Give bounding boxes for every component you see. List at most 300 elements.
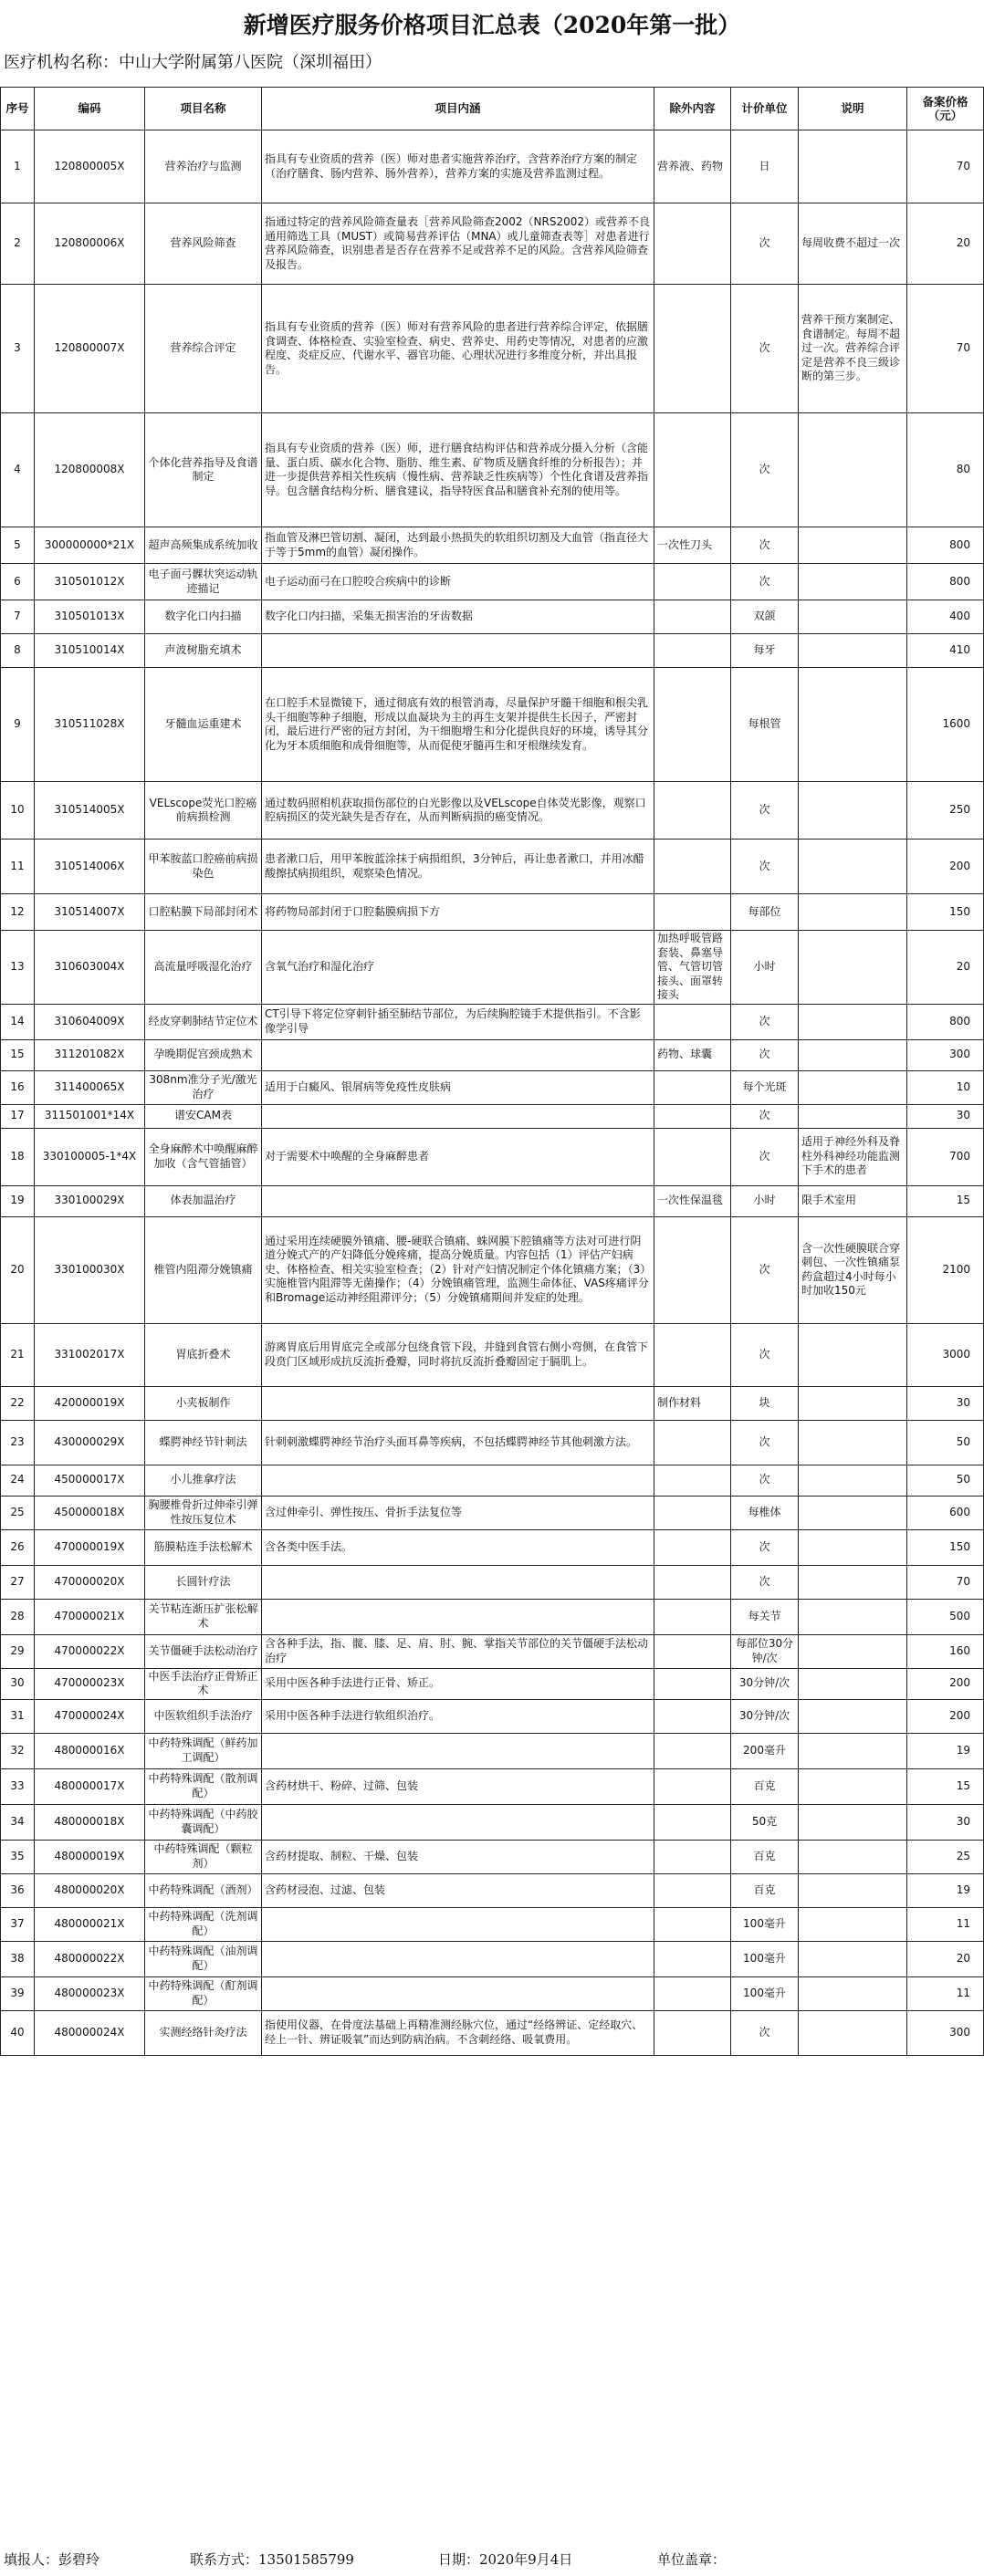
document-title: 新增医疗服务价格项目汇总表（2020年第一批） <box>243 12 741 38</box>
cell-no: 16 <box>1 1070 35 1104</box>
cell-code: 480000020X <box>35 1873 145 1907</box>
cell-exclusions <box>654 1733 731 1768</box>
cell-name: 实测经络针灸疗法 <box>145 2010 262 2055</box>
cell-note <box>799 894 907 931</box>
cell-exclusions <box>654 203 731 285</box>
cell-exclusions <box>654 634 731 668</box>
cell-price: 250 <box>907 782 984 840</box>
table-row <box>1 1976 984 2010</box>
cell-no: 6 <box>1 564 35 600</box>
cell-no: 14 <box>1 1004 35 1039</box>
table-row <box>1 1185 984 1216</box>
cell-exclusions: 一次性保温毯 <box>654 1185 731 1216</box>
table-row <box>1 1699 984 1733</box>
cell-no: 18 <box>1 1128 35 1185</box>
cell-name: 椎管内阻滞分娩镇痛 <box>145 1216 262 1323</box>
cell-name: 谱安CAM表 <box>145 1104 262 1128</box>
cell-exclusions: 药物、球囊 <box>654 1039 731 1070</box>
cell-code: 120800005X <box>35 130 145 203</box>
cell-price: 25 <box>907 1840 984 1873</box>
cell-no: 12 <box>1 894 35 931</box>
cell-content <box>262 1465 654 1496</box>
cell-code: 310510014X <box>35 634 145 668</box>
organization-line <box>4 49 382 73</box>
cell-note <box>799 1004 907 1039</box>
cell-unit: 日 <box>731 130 799 203</box>
cell-note <box>799 1599 907 1634</box>
cell-no: 28 <box>1 1599 35 1634</box>
cell-no: 3 <box>1 285 35 413</box>
cell-price: 20 <box>907 1941 984 1976</box>
cell-code: 310514005X <box>35 782 145 840</box>
cell-unit: 200毫升 <box>731 1733 799 1768</box>
cell-content: 含各类中医手法。 <box>262 1529 654 1565</box>
cell-content: 指通过特定的营养风险筛查量表［营养风险筛查2002（NRS2002）或营养不良通用筛选工具（MUST）或简易营养评估（MNA）或儿童筛查表等］对患者进行营养风险筛查，识别患者是否存在营养不足或营养不足的风险。含营养风险筛查及报告。 <box>262 203 654 285</box>
cell-note <box>799 527 907 564</box>
cell-content <box>262 1599 654 1634</box>
cell-unit: 次 <box>731 782 799 840</box>
cell-exclusions <box>654 1804 731 1840</box>
cell-price: 160 <box>907 1634 984 1668</box>
cell-name: 关节僵硬手法松动治疗 <box>145 1634 262 1668</box>
cell-price: 15 <box>907 1768 984 1804</box>
cell-unit: 每椎体 <box>731 1496 799 1529</box>
cell-exclusions <box>654 1668 731 1699</box>
cell-note <box>799 840 907 894</box>
cell-unit: 次 <box>731 413 799 527</box>
cell-price: 20 <box>907 931 984 1005</box>
table-row <box>1 1420 984 1465</box>
header-name: 项目名称 <box>145 88 262 130</box>
cell-code: 120800006X <box>35 203 145 285</box>
cell-no: 8 <box>1 634 35 668</box>
cell-exclusions <box>654 1070 731 1104</box>
cell-code: 480000016X <box>35 1733 145 1768</box>
cell-price: 19 <box>907 1873 984 1907</box>
cell-code: 330100029X <box>35 1185 145 1216</box>
cell-content: 含过伸牵引、弹性按压、骨折手法复位等 <box>262 1496 654 1529</box>
cell-no: 24 <box>1 1465 35 1496</box>
cell-exclusions: 制作材料 <box>654 1386 731 1420</box>
cell-note <box>799 1699 907 1733</box>
cell-note <box>799 1941 907 1976</box>
cell-unit: 双颌 <box>731 600 799 634</box>
cell-note <box>799 668 907 782</box>
table-row <box>1 840 984 894</box>
table-row <box>1 1216 984 1323</box>
cell-name: 中药特殊调配（颗粒剂） <box>145 1840 262 1873</box>
cell-content: 指具有专业资质的营养（医）师，进行膳食结构评估和营养成分摄入分析（含能量、蛋白质、碳水化合物、脂肪、维生素、矿物质及膳食纤维的分析报告）；并进一步提供营养相关性疾病（慢性病、营养缺乏性疾病等）个性化食谱及营养指导。包含膳食结构分析、膳食建议，指导特医食品和膳食补充剂的使用等。 <box>262 413 654 527</box>
cell-no: 23 <box>1 1420 35 1465</box>
cell-no: 31 <box>1 1699 35 1733</box>
cell-unit: 小时 <box>731 1185 799 1216</box>
cell-content: 数字化口内扫描，采集无损害治的牙齿数据 <box>262 600 654 634</box>
cell-name: 蝶腭神经节针刺法 <box>145 1420 262 1465</box>
cell-note <box>799 2010 907 2055</box>
header-code: 编码 <box>35 88 145 130</box>
cell-unit: 100毫升 <box>731 1907 799 1941</box>
cell-code: 470000021X <box>35 1599 145 1634</box>
cell-note <box>799 413 907 527</box>
cell-price: 80 <box>907 413 984 527</box>
cell-unit: 次 <box>731 527 799 564</box>
cell-unit: 块 <box>731 1386 799 1420</box>
cell-name: 胸腰椎骨折过伸牵引弹性按压复位术 <box>145 1496 262 1529</box>
table-row <box>1 203 984 285</box>
cell-code: 470000019X <box>35 1529 145 1565</box>
cell-price: 600 <box>907 1496 984 1529</box>
cell-content: 在口腔手术显微镜下，通过彻底有效的根管消毒，尽量保护牙髓干细胞和根尖乳头干细胞等种子细胞，形成以血凝块为主的再生支架并提供生长因子，严密封闭，最后进行严密的冠方封闭，为干细胞增生和分化提供良好的环境，诱导其分化为牙本质细胞和成骨细胞等，从而促使牙髓再生和牙根继续发育。 <box>262 668 654 782</box>
cell-price: 30 <box>907 1104 984 1128</box>
cell-content: 患者漱口后，用甲苯胺蓝涂抹于病损组织，3分钟后，再让患者漱口，并用冰醋酸擦拭病损组织，观察染色情况。 <box>262 840 654 894</box>
cell-name: 中药特殊调配（散剂调配） <box>145 1768 262 1804</box>
cell-price: 300 <box>907 2010 984 2055</box>
cell-unit: 百克 <box>731 1873 799 1907</box>
cell-name: 小夹板制作 <box>145 1386 262 1420</box>
cell-code: 470000024X <box>35 1699 145 1733</box>
cell-name: 孕晚期促宫颈成熟术 <box>145 1039 262 1070</box>
cell-no: 10 <box>1 782 35 840</box>
cell-unit: 百克 <box>731 1840 799 1873</box>
cell-no: 20 <box>1 1216 35 1323</box>
cell-exclusions <box>654 894 731 931</box>
cell-price: 11 <box>907 1907 984 1941</box>
table-row <box>1 634 984 668</box>
cell-name: 经皮穿刺肺结节定位术 <box>145 1004 262 1039</box>
cell-code: 420000019X <box>35 1386 145 1420</box>
cell-unit: 每根管 <box>731 668 799 782</box>
cell-unit: 100毫升 <box>731 1941 799 1976</box>
cell-code: 480000023X <box>35 1976 145 2010</box>
cell-name: 胃底折叠术 <box>145 1323 262 1386</box>
cell-code: 120800007X <box>35 285 145 413</box>
cell-note <box>799 1465 907 1496</box>
table-row <box>1 668 984 782</box>
cell-name: 中药特殊调配（油剂调配） <box>145 1941 262 1976</box>
cell-code: 310501013X <box>35 600 145 634</box>
cell-code: 450000018X <box>35 1496 145 1529</box>
table-row <box>1 564 984 600</box>
cell-no: 9 <box>1 668 35 782</box>
cell-note: 营养干预方案制定、食谱制定。每周不超过一次。营养综合评定是营养不良三级诊断的第三步。 <box>799 285 907 413</box>
cell-content <box>262 1907 654 1941</box>
cell-price: 150 <box>907 1529 984 1565</box>
table-row <box>1 1804 984 1840</box>
cell-note <box>799 1634 907 1668</box>
cell-name: 个体化营养指导及食谱制定 <box>145 413 262 527</box>
cell-note <box>799 1804 907 1840</box>
cell-price: 15 <box>907 1185 984 1216</box>
table-row <box>1 1323 984 1386</box>
cell-unit: 次 <box>731 1465 799 1496</box>
cell-price: 700 <box>907 1128 984 1185</box>
table-row <box>1 1768 984 1804</box>
cell-content <box>262 1804 654 1840</box>
cell-name: 声波树脂充填术 <box>145 634 262 668</box>
cell-exclusions <box>654 1420 731 1465</box>
cell-no: 13 <box>1 931 35 1005</box>
cell-price: 300 <box>907 1039 984 1070</box>
cell-note <box>799 564 907 600</box>
cell-content <box>262 1386 654 1420</box>
cell-name: 中药特殊调配（中药胶囊调配） <box>145 1804 262 1840</box>
cell-exclusions: 加热呼吸管路套装、鼻塞导管、气管切管接头、面罩转接头 <box>654 931 731 1005</box>
cell-no: 39 <box>1 1976 35 2010</box>
table-body <box>1 130 984 2056</box>
table-row <box>1 1668 984 1699</box>
cell-content: 通过数码照相机获取损伤部位的白光影像以及VELscope自体荧光影像，观察口腔病损区的荧光缺失是否存在，从而判断病损的癌变情况。 <box>262 782 654 840</box>
cell-note <box>799 600 907 634</box>
cell-content <box>262 1976 654 2010</box>
cell-code: 331002017X <box>35 1323 145 1386</box>
cell-exclusions <box>654 1216 731 1323</box>
cell-unit: 100毫升 <box>731 1976 799 2010</box>
cell-code: 311501001*14X <box>35 1104 145 1128</box>
cell-note <box>799 1386 907 1420</box>
cell-content: 指使用仪器，在骨度法基础上再精准测经脉穴位，通过“经络辨证、定经取穴、经上一针、辨证吸氧”而达到防病治病。不含刺经络、吸氧费用。 <box>262 2010 654 2055</box>
cell-exclusions <box>654 1004 731 1039</box>
cell-note <box>799 1496 907 1529</box>
header-content: 项目内涵 <box>262 88 654 130</box>
cell-note <box>799 1039 907 1070</box>
cell-no: 36 <box>1 1873 35 1907</box>
table-row <box>1 1496 984 1529</box>
cell-exclusions: 营养液、药物 <box>654 130 731 203</box>
footer-contact: 联系方式：13501585799 <box>190 2551 354 2568</box>
cell-unit: 次 <box>731 1039 799 1070</box>
cell-no: 5 <box>1 527 35 564</box>
cell-content: 指具有专业资质的营养（医）师对有营养风险的患者进行营养综合评定，依据膳食调查、体格检查、实验室检查、病史、营养史、用药史等情况，对患者的应激程度、炎症反应、代谢水平、器官功能、心理状况进行多维度分析，并出具报告。 <box>262 285 654 413</box>
cell-price: 200 <box>907 840 984 894</box>
table-row <box>1 1941 984 1976</box>
table-row <box>1 1104 984 1128</box>
cell-note <box>799 1529 907 1565</box>
cell-unit: 50克 <box>731 1804 799 1840</box>
cell-exclusions <box>654 1768 731 1804</box>
cell-exclusions <box>654 1599 731 1634</box>
cell-exclusions <box>654 1529 731 1565</box>
cell-name: VELscope荧光口腔癌前病损检测 <box>145 782 262 840</box>
cell-exclusions <box>654 1976 731 2010</box>
cell-code: 330100030X <box>35 1216 145 1323</box>
cell-exclusions <box>654 600 731 634</box>
cell-no: 30 <box>1 1668 35 1699</box>
cell-content <box>262 1185 654 1216</box>
table-row <box>1 1565 984 1599</box>
cell-unit: 次 <box>731 285 799 413</box>
cell-price: 800 <box>907 1004 984 1039</box>
cell-content <box>262 634 654 668</box>
cell-content <box>262 1733 654 1768</box>
table-row <box>1 1128 984 1185</box>
table-row <box>1 931 984 1005</box>
cell-note <box>799 130 907 203</box>
cell-no: 38 <box>1 1941 35 1976</box>
cell-content: 对于需要术中唤醒的全身麻醉患者 <box>262 1128 654 1185</box>
cell-exclusions <box>654 1496 731 1529</box>
cell-note: 限手术室用 <box>799 1185 907 1216</box>
header-no: 序号 <box>1 88 35 130</box>
cell-name: 营养风险筛查 <box>145 203 262 285</box>
cell-name: 超声高频集成系统加收 <box>145 527 262 564</box>
footer-seal: 单位盖章： <box>657 2551 727 2568</box>
cell-content: 含药材提取、制粒、干燥、包装 <box>262 1840 654 1873</box>
cell-unit: 每个光斑 <box>731 1070 799 1104</box>
table-row <box>1 1840 984 1873</box>
cell-code: 480000018X <box>35 1804 145 1840</box>
cell-code: 310603004X <box>35 931 145 1005</box>
cell-name: 中药特殊调配（洗剂调配） <box>145 1907 262 1941</box>
cell-exclusions <box>654 1565 731 1599</box>
cell-price: 800 <box>907 527 984 564</box>
cell-name: 中药特殊调配（酊剂调配） <box>145 1976 262 2010</box>
cell-price: 500 <box>907 1599 984 1634</box>
cell-exclusions <box>654 1104 731 1128</box>
cell-no: 7 <box>1 600 35 634</box>
cell-name: 数字化口内扫描 <box>145 600 262 634</box>
cell-no: 21 <box>1 1323 35 1386</box>
table-row <box>1 1465 984 1496</box>
cell-no: 17 <box>1 1104 35 1128</box>
cell-no: 34 <box>1 1804 35 1840</box>
cell-name: 电子面弓髁状突运动轨迹描记 <box>145 564 262 600</box>
cell-content: 采用中医各种手法进行软组织治疗。 <box>262 1699 654 1733</box>
cell-code: 310514006X <box>35 840 145 894</box>
cell-exclusions <box>654 1634 731 1668</box>
table-row <box>1 2010 984 2055</box>
cell-exclusions <box>654 1128 731 1185</box>
cell-exclusions <box>654 413 731 527</box>
cell-exclusions <box>654 1699 731 1733</box>
cell-price: 70 <box>907 1565 984 1599</box>
table-row <box>1 285 984 413</box>
cell-code: 430000029X <box>35 1420 145 1465</box>
cell-name: 甲苯胺蓝口腔癌前病损染色 <box>145 840 262 894</box>
cell-price: 3000 <box>907 1323 984 1386</box>
cell-note <box>799 1976 907 2010</box>
cell-price: 1600 <box>907 668 984 782</box>
cell-no: 33 <box>1 1768 35 1804</box>
cell-price: 800 <box>907 564 984 600</box>
cell-unit: 每部位 <box>731 894 799 931</box>
cell-unit: 每部位30分钟/次 <box>731 1634 799 1668</box>
cell-unit: 次 <box>731 1420 799 1465</box>
cell-unit: 每牙 <box>731 634 799 668</box>
table-row <box>1 1529 984 1565</box>
table-row <box>1 782 984 840</box>
footer-date: 日期：2020年9月4日 <box>438 2551 573 2568</box>
cell-no: 1 <box>1 130 35 203</box>
cell-price: 11 <box>907 1976 984 2010</box>
cell-exclusions <box>654 668 731 782</box>
cell-code: 480000021X <box>35 1907 145 1941</box>
cell-content: 通过采用连续硬膜外镇痛、腰-硬联合镇痛、蛛网膜下腔镇痛等方法对可进行阴道分娩式产的产妇降低分娩疼痛，提高分娩质量。内容包括（1）评估产妇病史、体格检查、相关实验室检查；（2）针对产妇情况制定个体化镇痛方案；（3）实施椎管内阻滞等无菌操作；（4）分娩镇痛管理，监测生命体征、VAS疼痛评分和Bromage运动神经阻滞评分；（5）分娩镇痛期间并发症的处理。 <box>262 1216 654 1323</box>
cell-unit: 小时 <box>731 931 799 1005</box>
cell-unit: 次 <box>731 1529 799 1565</box>
cell-code: 310514007X <box>35 894 145 931</box>
cell-no: 40 <box>1 2010 35 2055</box>
cell-unit: 次 <box>731 2010 799 2055</box>
cell-note <box>799 1907 907 1941</box>
cell-note <box>799 1873 907 1907</box>
cell-unit: 次 <box>731 1128 799 1185</box>
cell-content: 游离胃底后用胃底完全或部分包绕食管下段，并缝到食管右侧小弯侧，在食管下段贲门区域形成抗反流折叠瓣，同时将抗反流折叠瓣固定于膈肌上。 <box>262 1323 654 1386</box>
cell-price: 200 <box>907 1668 984 1699</box>
cell-note <box>799 1104 907 1128</box>
cell-name: 筋膜粘连手法松解术 <box>145 1529 262 1565</box>
cell-content <box>262 1941 654 1976</box>
cell-price: 20 <box>907 203 984 285</box>
cell-price: 70 <box>907 130 984 203</box>
cell-unit: 次 <box>731 840 799 894</box>
cell-content: 电子运动面弓在口腔咬合疾病中的诊断 <box>262 564 654 600</box>
cell-price: 150 <box>907 894 984 931</box>
cell-note <box>799 1733 907 1768</box>
cell-note <box>799 1768 907 1804</box>
header-price: 备案价格（元） <box>907 88 984 130</box>
cell-unit: 次 <box>731 1104 799 1128</box>
table-row <box>1 1070 984 1104</box>
cell-price: 200 <box>907 1699 984 1733</box>
cell-code: 470000020X <box>35 1565 145 1599</box>
cell-no: 37 <box>1 1907 35 1941</box>
cell-code: 480000017X <box>35 1768 145 1804</box>
cell-content <box>262 1565 654 1599</box>
cell-price: 30 <box>907 1386 984 1420</box>
cell-exclusions <box>654 1323 731 1386</box>
cell-name: 中医软组织手法治疗 <box>145 1699 262 1733</box>
cell-exclusions <box>654 1873 731 1907</box>
cell-price: 70 <box>907 285 984 413</box>
cell-name: 营养综合评定 <box>145 285 262 413</box>
cell-content <box>262 1104 654 1128</box>
cell-note <box>799 1420 907 1465</box>
cell-exclusions <box>654 1465 731 1496</box>
cell-code: 311400065X <box>35 1070 145 1104</box>
table-row <box>1 1873 984 1907</box>
cell-content: 将药物局部封闭于口腔黏膜病损下方 <box>262 894 654 931</box>
table-row <box>1 527 984 564</box>
cell-content: 采用中医各种手法进行正骨、矫正。 <box>262 1668 654 1699</box>
cell-note <box>799 931 907 1005</box>
cell-name: 高流量呼吸湿化治疗 <box>145 931 262 1005</box>
cell-name: 中药特殊调配（酒剂） <box>145 1873 262 1907</box>
cell-name: 全身麻醉术中唤醒麻醉加收（含气管插管） <box>145 1128 262 1185</box>
cell-code: 470000022X <box>35 1634 145 1668</box>
cell-content: 指血管及淋巴管切割、凝闭，达到最小热损失的软组织切割及大血管（指直径大于等于5mm的血管）凝闭操作。 <box>262 527 654 564</box>
cell-price: 30 <box>907 1804 984 1840</box>
cell-price: 400 <box>907 600 984 634</box>
cell-note: 适用于神经外科及脊柱外科神经功能监测下手术的患者 <box>799 1128 907 1185</box>
cell-name: 营养治疗与监测 <box>145 130 262 203</box>
cell-content: 含药材烘干、粉碎、过筛、包装 <box>262 1768 654 1804</box>
cell-content: 指具有专业资质的营养（医）师对患者实施营养治疗，含营养治疗方案的制定（治疗膳食、肠内营养、肠外营养），营养方案的实施及营养监测过程。 <box>262 130 654 203</box>
cell-code: 310604009X <box>35 1004 145 1039</box>
cell-exclusions <box>654 1840 731 1873</box>
footer <box>0 2546 984 2570</box>
cell-unit: 30分钟/次 <box>731 1668 799 1699</box>
cell-no: 4 <box>1 413 35 527</box>
table-row <box>1 1907 984 1941</box>
table-row <box>1 1634 984 1668</box>
cell-code: 470000023X <box>35 1668 145 1699</box>
table-row <box>1 1039 984 1070</box>
cell-no: 32 <box>1 1733 35 1768</box>
cell-content: 含氧气治疗和湿化治疗 <box>262 931 654 1005</box>
cell-unit: 次 <box>731 1565 799 1599</box>
cell-note <box>799 634 907 668</box>
cell-exclusions <box>654 285 731 413</box>
